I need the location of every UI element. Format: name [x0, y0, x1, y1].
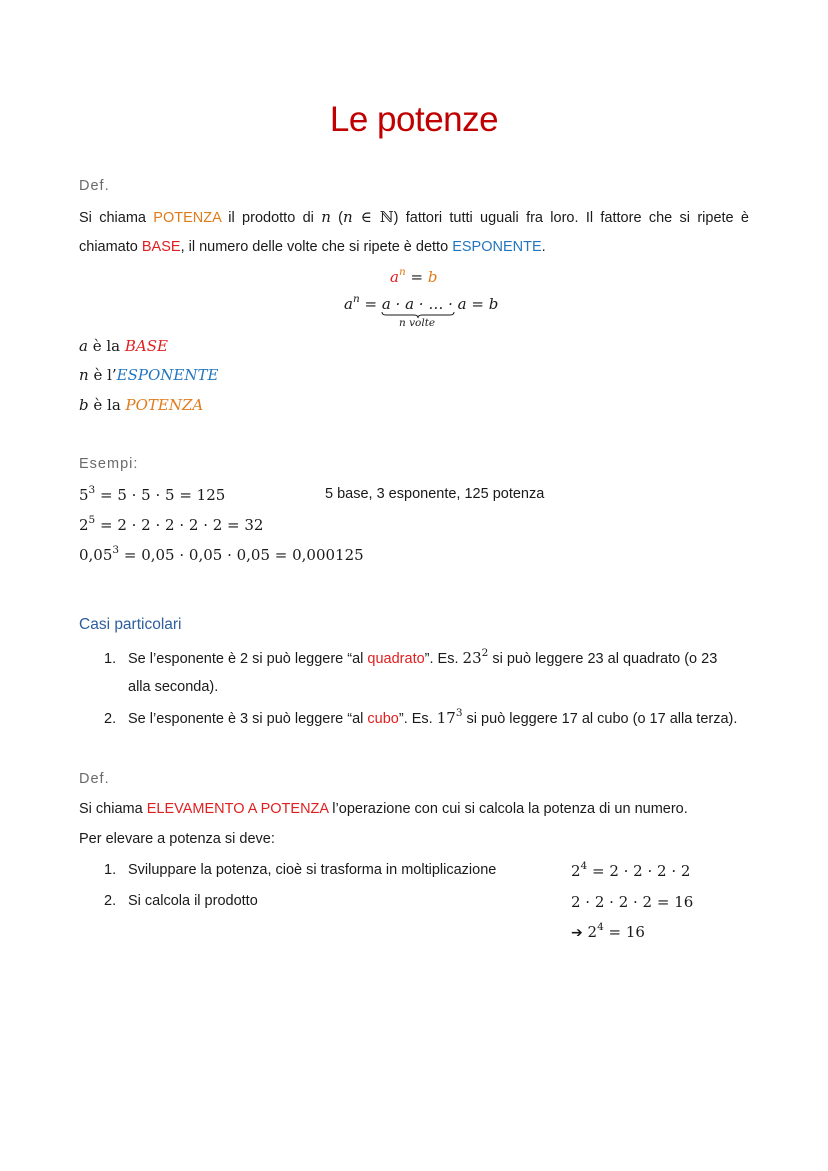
def2-line2: Per elevare a potenza si deve:: [79, 831, 275, 847]
def-label: Def.: [79, 771, 110, 787]
step-1-math: $2^4 = 2 \cdot 2 \cdot 2 \cdot 2$: [571, 859, 691, 880]
underbrace-label: n volte: [399, 317, 436, 329]
page-title: Le potenze: [329, 100, 499, 139]
role-base: a è la BASE: [79, 337, 168, 355]
examples-label: Esempi:: [79, 456, 139, 472]
casi-item-1: 1. Se l’esponente è 2 si può leggere “al quadrato”. Es. $23^2$ si può leggere 23 al quadrato (o 23: [104, 646, 718, 667]
def1-line2: chiamato BASE, il numero delle volte che si ripete è detto ESPONENTE.: [79, 239, 546, 255]
term-esponente: ESPONENTE: [452, 239, 542, 255]
example-1: $5^3 = 5 \cdot 5 \cdot 5 = 125$: [79, 483, 226, 504]
role-potenza: b è la POTENZA: [79, 396, 204, 414]
step-1: 1. Sviluppare la potenza, cioè si trasforma in moltiplicazione: [104, 862, 497, 878]
arrow-right-icon: ➔: [571, 925, 583, 941]
def-label: Def.: [79, 178, 110, 194]
step-2-math: 2 · 2 · 2 · 2 = 16: [571, 893, 694, 911]
formula-power: $a^n = b$: [390, 265, 438, 286]
term-base: BASE: [141, 239, 181, 255]
formula-expansion: $a^n = a \cdot a$ · … · a = b: [344, 292, 499, 313]
step-result: ➔ $2^4 = 16$: [571, 920, 645, 941]
example-2: $2^5 = 2 \cdot 2 \cdot 2 \cdot 2 \cdot 2 = 32$: [79, 513, 264, 534]
example-1-note: 5 base, 3 esponente, 125 potenza: [325, 486, 545, 502]
term-elevamento: ELEVAMENTO A POTENZA: [146, 801, 329, 817]
section-heading-casi: Casi particolari: [79, 616, 182, 633]
example-3: $0,05^3 = 0,05 \cdot 0,05 \cdot 0,05 = 0,000125$: [79, 543, 364, 564]
step-2: 2. Si calcola il prodotto: [104, 893, 258, 909]
casi-item-1-cont: alla seconda).: [128, 679, 219, 695]
def2-line1: Si chiama ELEVAMENTO A POTENZA l’operazione con cui si calcola la potenza di un numero.: [79, 801, 688, 817]
casi-item-2: 2. Se l’esponente è 3 si può leggere “al cubo”. Es. $17^3$ si può leggere 17 al cubo (o 17 alla terza).: [104, 706, 738, 727]
role-esponente: n è l’ESPONENTE: [79, 366, 219, 384]
term-potenza: POTENZA: [153, 210, 221, 226]
def1-line1: Si chiama POTENZA il prodotto di n (n ∈ ℕ) fattori tutti uguali fra loro. Il fattore che si ripete è: [79, 208, 749, 226]
